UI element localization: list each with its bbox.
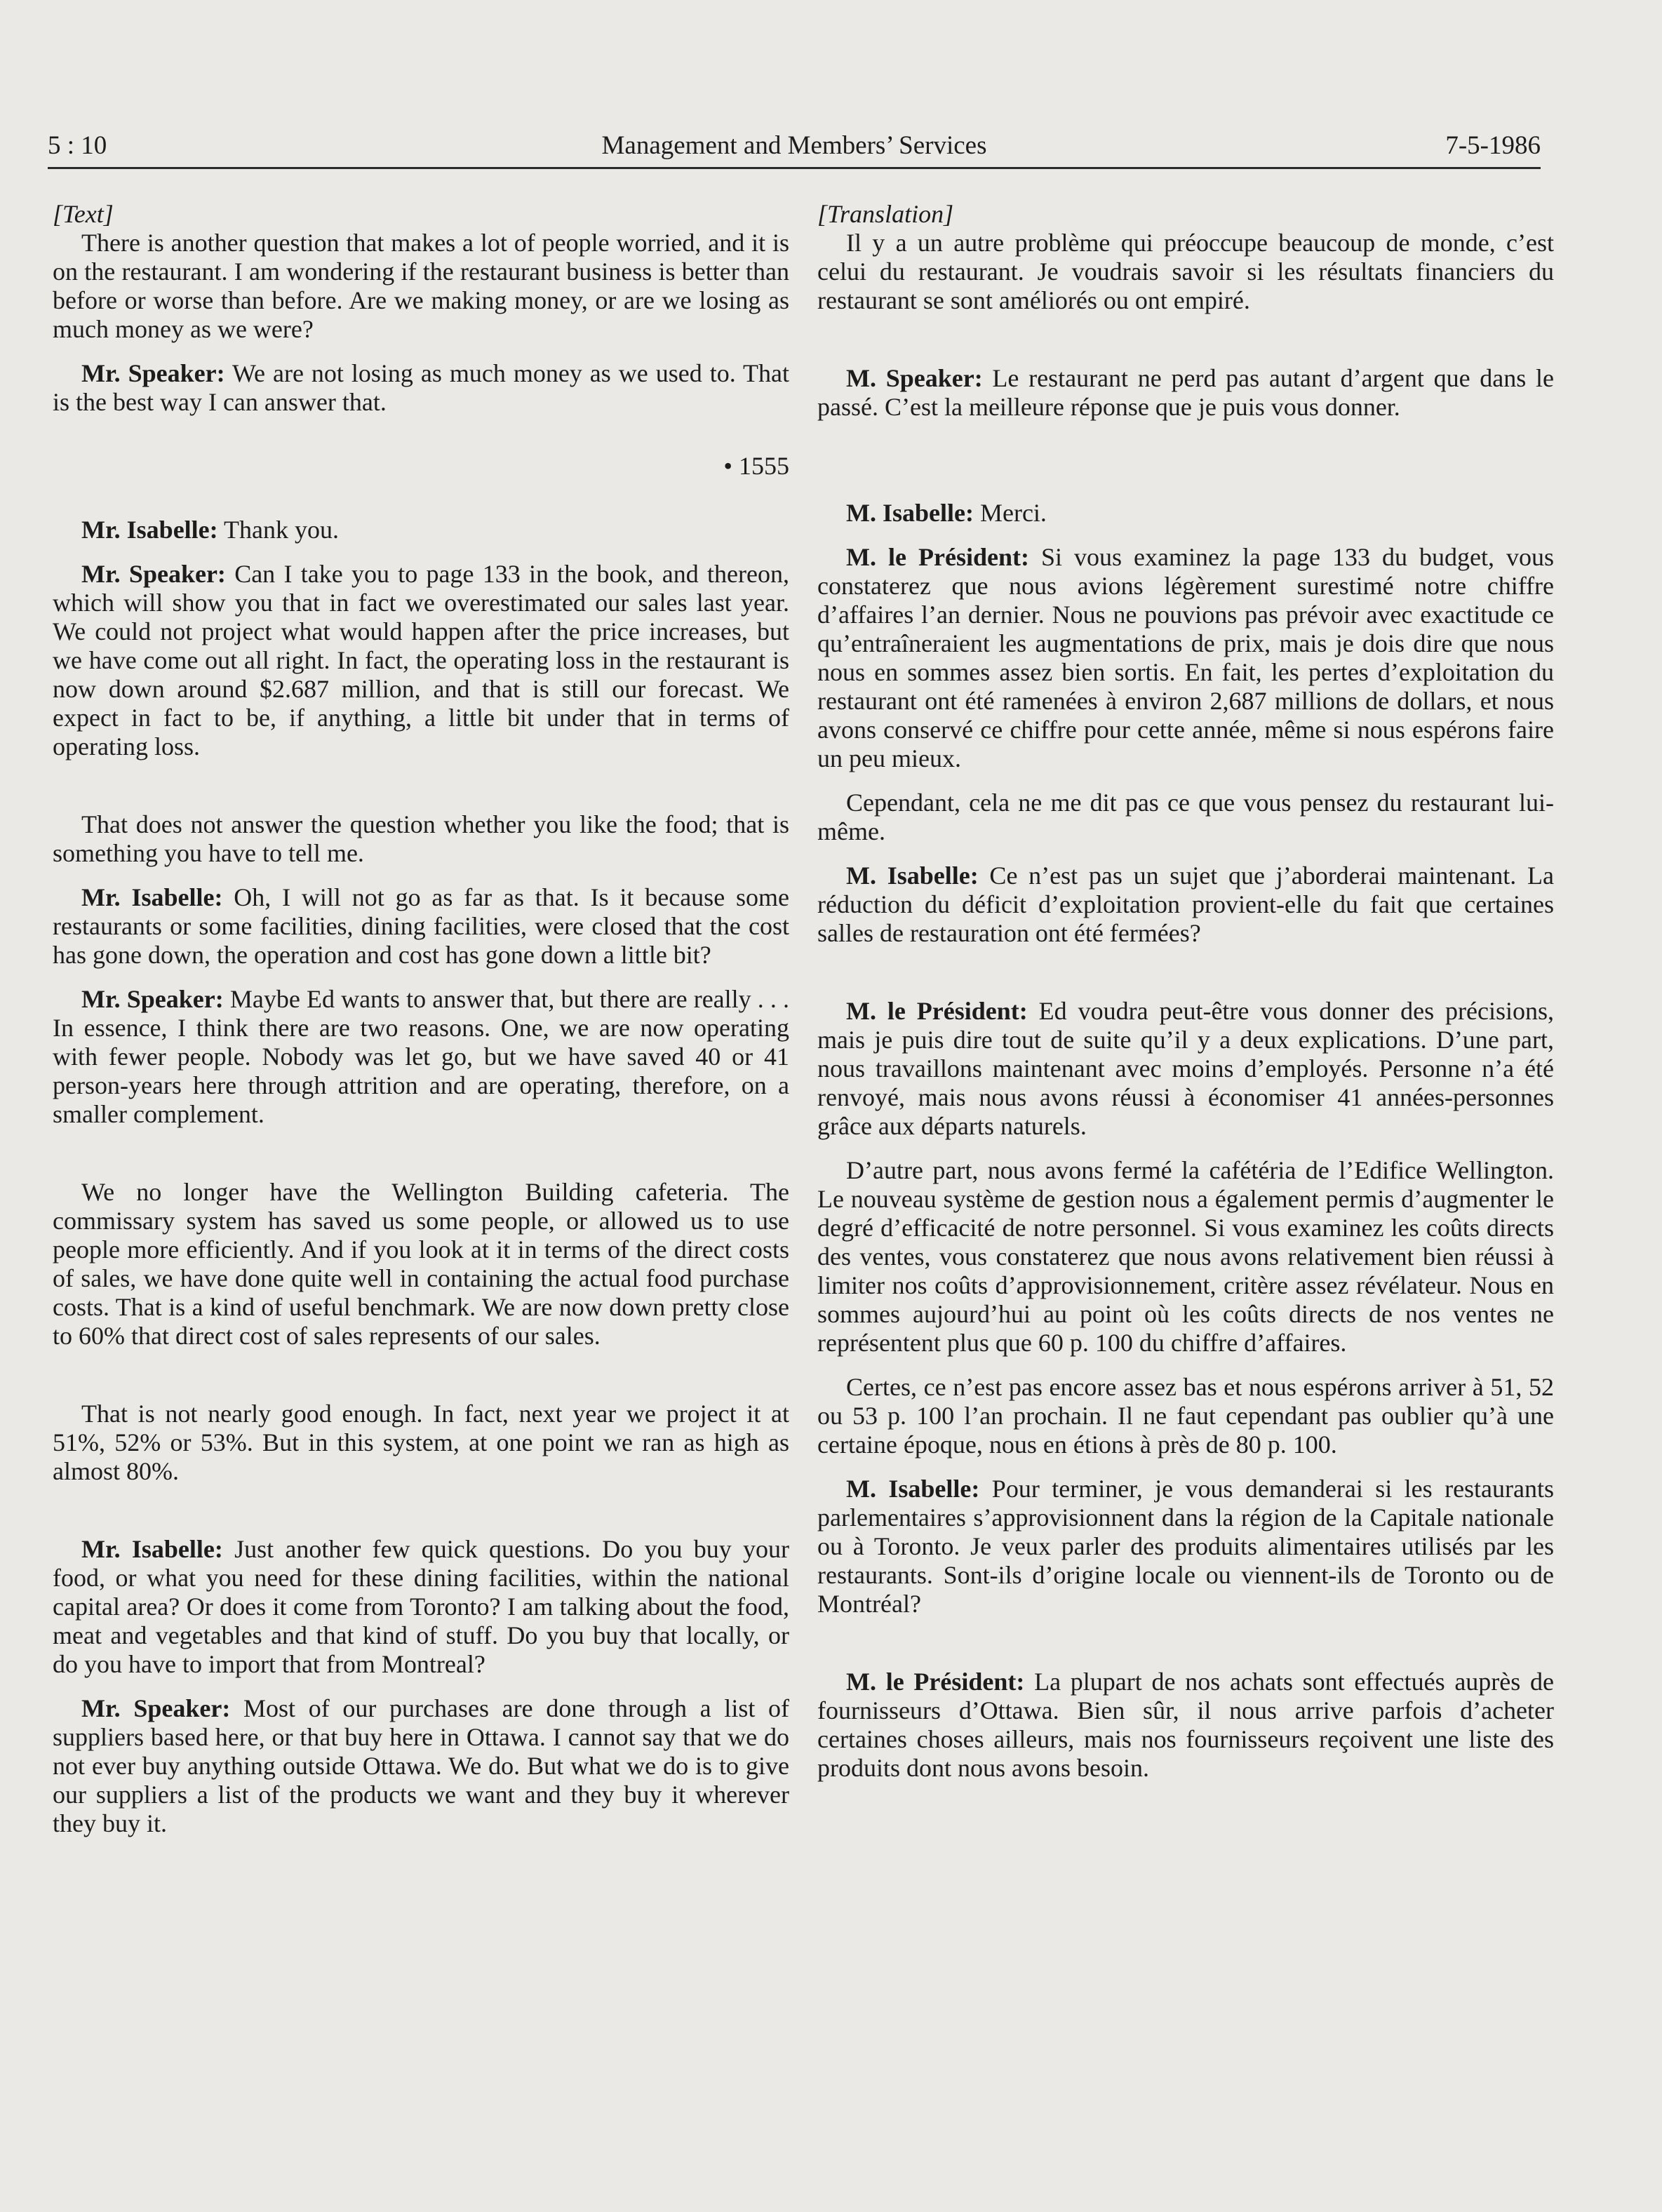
french-column bbox=[817, 200, 1554, 1783]
page-date: 7-5-1986 bbox=[1445, 131, 1541, 160]
paragraph: M. le Président: Si vous examinez la page 133 du budget, vous constaterez que nous avions légèrement surestimé notre chiffre d’affaires l’an dernier. Nous ne pouvions pas prévoir avec exactitude ce qu’entraîneraient les augmentations de prix, mais je dois dire que nous nous en sommes assez bien sortis. En fait, les pertes d’exploitation du restaurant ont été ramenées à environ 2,687 millions de dollars, et nous avons conservé ce chiffre pour cette année, même si nous espérons faire un peu mieux. bbox=[817, 543, 1554, 772]
paragraph: M. Speaker: Le restaurant ne perd pas autant d’argent que dans le passé. C’est la meilleure réponse que je puis vous donner. bbox=[817, 364, 1554, 421]
paragraph: Mr. Isabelle: Oh, I will not go as far as that. Is it because some restaurants or some facilities, dining facilities, were closed that the cost has gone down, the operation and cost has gone down a little bit? bbox=[53, 883, 789, 969]
speaker-name: M. le Président: bbox=[846, 543, 1029, 571]
speaker-name: Mr. Isabelle: bbox=[81, 883, 223, 911]
paragraph: M. Isabelle: Merci. bbox=[846, 499, 1047, 527]
paragraph: That is not nearly good enough. In fact, next year we project it at 51%, 52% or 53%. But in this system, at one point we ran as high as almost 80%. bbox=[53, 1400, 789, 1485]
paragraph: M. le Président: Ed voudra peut-être vous donner des précisions, mais je puis dire tout de suite qu’il y a deux explications. D’une part, nous travaillons maintenant avec moins d’employés. Personne n’a été renvoyé, mais nous avons réussi à économiser 41 années-personnes grâce aux départs naturels. bbox=[817, 997, 1555, 1140]
paragraph: Certes, ce n’est pas encore assez bas et nous espérons arriver à 51, 52 ou 53 p. 100 l’an prochain. Il ne faut cependant pas oublier qu’à une certaine époque, nous en étions à près de 80 p. 100. bbox=[817, 1373, 1554, 1459]
paragraph: Mr. Speaker: Maybe Ed wants to answer that, but there are really . . . In essence, I think there are two reasons. One, we are now operating with fewer people. Nobody was let go, but we have saved 40 or 41 person-years here through attrition and are operating, therefore, on a smaller complement. bbox=[53, 985, 790, 1128]
speaker-name: Mr. Speaker: bbox=[81, 560, 226, 588]
paragraph: That does not answer the question whether you like the food; that is something you have to tell me. bbox=[53, 810, 789, 867]
paragraph: Mr. Speaker: Most of our purchases are done through a list of suppliers based here, or that buy here in Ottawa. I cannot say that we do not ever buy anything outside Ottawa. We do. But what we do is to give our suppliers a list of the products we want and they buy it wherever they buy it. bbox=[53, 1694, 789, 1837]
section-label: [Text] bbox=[53, 200, 114, 228]
paragraph: M. le Président: La plupart de nos achats sont effectués auprès de fournisseurs d’Ottawa. Bien sûr, il nous arrive parfois d’acheter certaines choses ailleurs, mais nos fournisseurs reçoivent une liste des produits dont nous avons besoin. bbox=[817, 1668, 1554, 1782]
paragraph: D’autre part, nous avons fermé la cafétéria de l’Edifice Wellington. Le nouveau système de gestion nous a également permis d’augmenter le degré d’efficacité de notre personnel. Si vous examinez les coûts directs des ventes, vous constaterez que nous avons relativement bien réussi à limiter nos coûts d’approvisionnement, critère assez révélateur. Nous en sommes aujourd’hui au point où les coûts directs de nos ventes ne représentent plus que 60 p. 100 du chiffre d’affaires. bbox=[817, 1156, 1554, 1357]
speaker-name: Mr. Isabelle: bbox=[81, 516, 218, 544]
paragraph: Mr. Isabelle: Just another few quick questions. Do you buy your food, or what you need for these dining facilities, within the national capital area? Or does it come from Toronto? I am talking about the food, meat and vegetables and that kind of stuff. Do you buy that locally, or do you have to import that from Montreal? bbox=[53, 1535, 789, 1678]
speaker-name: Mr. Speaker: bbox=[81, 1694, 231, 1722]
speaker-name: M. Speaker: bbox=[846, 364, 983, 392]
speaker-name: Mr. Speaker: bbox=[81, 985, 224, 1013]
section-label: [Translation] bbox=[817, 200, 954, 228]
speaker-name: M. Isabelle: bbox=[846, 862, 979, 890]
paragraph: Cependant, cela ne me dit pas ce que vous pensez du restaurant lui-même. bbox=[817, 789, 1554, 845]
page-header bbox=[48, 126, 1541, 169]
paragraph: Mr. Speaker: Can I take you to page 133 in the book, and thereon, which will show you that in fact we overestimated our sales last year. We could not project what would happen after the price increases, but we have come out all right. In fact, the operating loss in the restaurant is now down around $2.687 million, and that is still our forecast. We expect in fact to be, if anything, a little bit under that in terms of operating loss. bbox=[53, 560, 790, 760]
english-column bbox=[53, 200, 789, 1838]
paragraph: Mr. Speaker: We are not losing as much money as we used to. That is the best way I can answer that. bbox=[53, 359, 790, 416]
paragraph: Mr. Isabelle: Thank you. bbox=[81, 516, 339, 544]
speaker-name: M. Isabelle: bbox=[846, 499, 974, 527]
paragraph: We no longer have the Wellington Building cafeteria. The commissary system has saved us some people, or allowed us to use people more efficiently. And if you look at it in terms of the direct costs of sales, we have done quite well in containing the actual food purchase costs. That is a kind of useful benchmark. We are now down pretty close to 60% that direct cost of sales represents of our sales. bbox=[53, 1178, 789, 1350]
paragraph: There is another question that makes a lot of people worried, and it is on the restaurant. I am wondering if the restaurant business is better than before or worse than before. Are we making money, or are we losing as much money as we were? bbox=[53, 229, 789, 343]
speaker-name: M. Isabelle: bbox=[846, 1475, 980, 1503]
paragraph: Il y a un autre problème qui préoccupe beaucoup de monde, c’est celui du restaurant. Je voudrais savoir si les résultats financiers du restaurant se sont améliorés ou ont empiré. bbox=[817, 229, 1554, 314]
speaker-name: Mr. Isabelle: bbox=[81, 1535, 223, 1563]
speaker-name: M. le Président: bbox=[846, 997, 1028, 1025]
running-title: Management and Members’ Services bbox=[601, 131, 987, 160]
timestamp: • 1555 bbox=[723, 452, 789, 480]
paragraph: M. Isabelle: Pour terminer, je vous demanderai si les restaurants parlementaires s’approvisionnent dans la région de la Capitale nationale ou à Toronto. Je veux parler des produits alimentaires utilisés par les restaurants. Sont-ils d’origine locale ou viennent-ils de Toronto ou de Montréal? bbox=[817, 1475, 1555, 1618]
paragraph: M. Isabelle: Ce n’est pas un sujet que j’aborderai maintenant. La réduction du déficit d’exploitation provient-elle du fait que certaines salles de restauration ont été fermées? bbox=[817, 862, 1555, 947]
speaker-name: Mr. Speaker: bbox=[81, 359, 225, 387]
page-reference: 5 : 10 bbox=[48, 131, 107, 160]
speaker-name: M. le Président: bbox=[846, 1668, 1025, 1696]
